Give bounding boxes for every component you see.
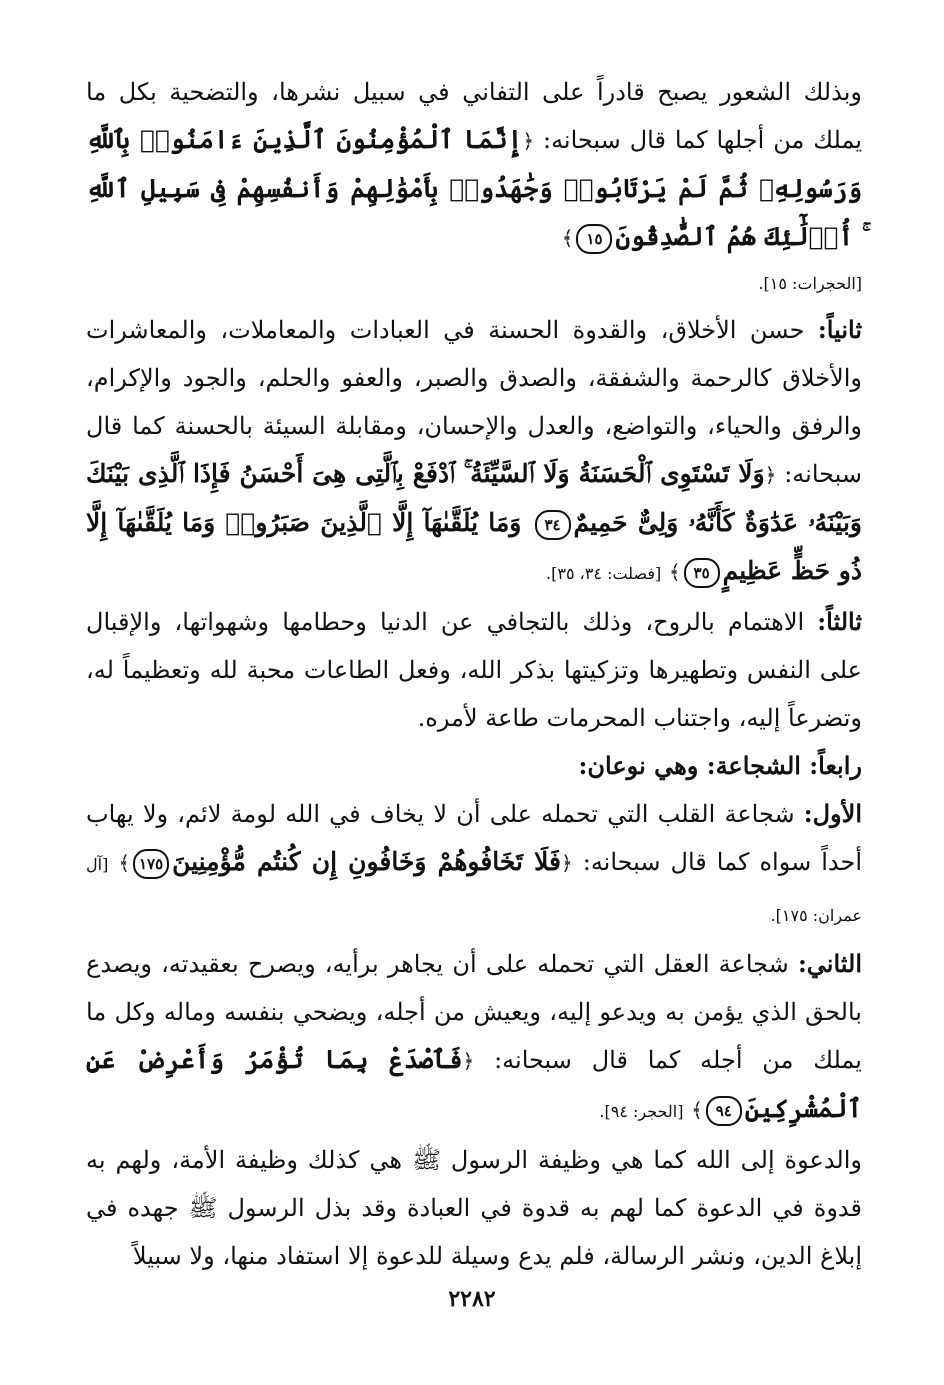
ornate-bracket-close: ﴾ bbox=[668, 560, 681, 584]
paragraph-6 bbox=[86, 940, 862, 1136]
paragraph-6-text: شجاعة العقل التي تحمله على أن يجاهر برأيه، ويصرح بعقيدته، ويصدع بالحق الذي يؤمن به ويدعو إليه، ويعيش من أجله، ويضحي بنفسه وماله وكل ما يملك من أجله كما قال سبحانه: bbox=[86, 950, 862, 1074]
section-heading-courage: رابعاً: الشجاعة: وهي نوعان: bbox=[578, 751, 862, 780]
ornate-bracket-close: ﴾ bbox=[118, 851, 131, 875]
paragraph-5-lead: الأول: bbox=[803, 799, 862, 828]
ornate-bracket-open: ﴿ bbox=[764, 463, 777, 487]
ayah-number-marker: ١٥ bbox=[576, 224, 612, 254]
verse-text: فَلَا تَخَافُوهُمْ وَخَافُونِ إِن كُنتُم مُّؤْمِنِينَ bbox=[172, 847, 561, 876]
ayah-number-marker: ١٧٥ bbox=[133, 849, 169, 879]
paragraph-5-text: شجاعة القلب التي تحمله على أن لا يخاف في الله لومة لائم، ولا يهاب أحداً سواه كما قال سبحانه: bbox=[86, 800, 862, 876]
paragraph-7 bbox=[86, 1136, 862, 1280]
verse-text: فَٱصْدَعْ بِمَا تُؤْمَرُ وَأَعْرِضْ عَنِ ٱلْمُشْرِكِينَ bbox=[86, 1045, 862, 1123]
verse-text: إِنَّمَا ٱلْمُؤْمِنُونَ ٱلَّذِينَ ءَامَنُوا۟ بِٱللَّهِ وَرَسُولِهِۦ ثُمَّ لَمْ يَرْتَابُوا۟ وَجَٰهَدُوا۟ بِأَمْوَٰلِهِمْ وَأَنفُسِهِمْ فِى سَبِيلِ ٱللَّهِ ۚ أُو۟لَٰٓئِكَ هُمُ ٱلصَّٰدِقُونَ bbox=[86, 125, 862, 251]
paragraph-5 bbox=[86, 790, 862, 940]
page-number: ٢٢٨٢ bbox=[448, 1286, 496, 1312]
paragraph-1-text: وبذلك الشعور يصبح قادراً على التفاني في سبيل نشرها، والتضحية بكل ما يملك من أجلها كما قال سبحانه: bbox=[86, 78, 863, 154]
ornate-bracket-open: ﴿ bbox=[462, 1049, 475, 1073]
paragraph-1 bbox=[86, 68, 862, 262]
ornate-bracket-open: ﴿ bbox=[560, 851, 573, 875]
paragraph-2-lead: ثانياً: bbox=[817, 315, 862, 344]
quran-verse-fussilat bbox=[86, 459, 862, 585]
verse-text-1: وَلَا تَسْتَوِى ٱلْحَسَنَةُ وَلَا ٱلسَّيِّئَةُ ۚ ٱدْفَعْ بِٱلَّتِى هِىَ أَحْسَنُ فَإِذَا ٱلَّذِى بَيْنَكَ وَبَيْنَهُۥ عَدَٰوَةٌ كَأَنَّهُۥ وَلِىٌّ حَمِيمٌ bbox=[86, 459, 863, 537]
ornate-bracket-close: ﴾ bbox=[691, 1098, 703, 1122]
paragraph-3 bbox=[86, 598, 862, 742]
paragraph-7-text: والدعوة إلى الله كما هي وظيفة الرسول ﷺ هي كذلك وظيفة الأمة، ولهم به قدوة في الدعوة كما لهم به قدوة في العبادة وقد بذل الرسول ﷺ جهده في إبلاغ الدين، ونشر الرسالة، فلم يدع وسيلة للدعوة إلا استفاد منها، ولا سبيلاً bbox=[86, 1146, 862, 1270]
paragraph-2-text: حسن الأخلاق، والقدوة الحسنة في العبادات والمعاملات، والمعاشرات والأخلاق كالرحمة والشفقة، والصدق والصبر، والعفو والحلم، والجود والإكرام، والرفق والحياء، والتواضع، والعدل والإحسان، ومقابلة السيئة بالحسنة كما قال سبحانه: bbox=[86, 316, 863, 488]
paragraph-3-text: الاهتمام بالروح، وذلك بالتجافي عن الدنيا وحطامها وشهواتها، والإقبال على النفس وتطهيرها وتزكيتها بذكر الله، وفعل الطاعات محبة لله وتعظيماً له، وتضرعاً إليه، واجتناب المحرمات طاعة لأمره. bbox=[86, 608, 862, 732]
ayah-number-marker: ٩٤ bbox=[706, 1096, 742, 1126]
page-body bbox=[86, 68, 862, 1280]
ornate-bracket-open: ﴿ bbox=[522, 129, 535, 153]
paragraph-3-lead: ثالثاً: bbox=[817, 607, 862, 636]
verse-reference: [الحجرات: ١٥]. bbox=[758, 274, 862, 293]
verse-reference: [فصلت: ٣٤، ٣٥]. bbox=[546, 564, 662, 583]
verse-text-2: وَمَا يُلَقَّىٰهَآ إِلَّا ٱلَّذِينَ صَبَرُوا۟ وَمَا يُلَقَّىٰهَآ إِلَّا ذُو حَظٍّ عَظِيمٍ bbox=[86, 508, 862, 585]
paragraph-2 bbox=[86, 306, 862, 598]
ornate-bracket-close: ﴾ bbox=[561, 226, 574, 250]
verse-reference: [آل عمران: ١٧٥]. bbox=[86, 855, 862, 925]
verse-reference: [الحجر: ٩٤]. bbox=[599, 1102, 684, 1121]
ayah-number-marker: ٣٥ bbox=[684, 558, 720, 588]
quran-verse-al-imran bbox=[118, 847, 572, 876]
paragraph-6-lead: الثاني: bbox=[797, 949, 863, 978]
ayah-number-marker: ٣٤ bbox=[535, 510, 571, 540]
